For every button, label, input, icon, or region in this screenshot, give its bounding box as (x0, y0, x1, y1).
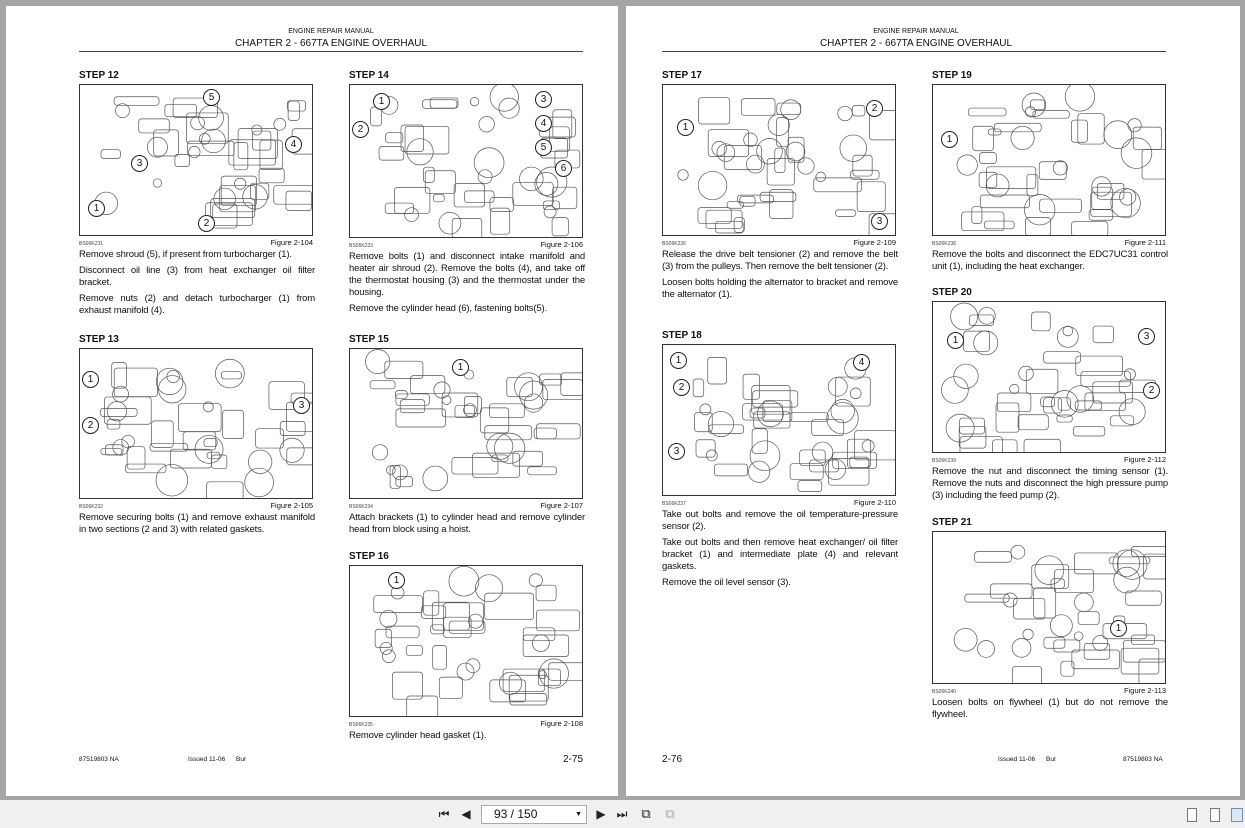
callout-number: 1 (947, 332, 964, 349)
engine-drawing (933, 302, 1165, 452)
step-instructions (662, 249, 898, 305)
engine-drawing (80, 85, 312, 235)
step-title: STEP 14 (349, 70, 389, 81)
fit-page-icon[interactable]: ⧉ (665, 806, 675, 821)
instruction-paragraph: Take out bolts and then remove heat exchanger/ oil filter bracket (1) and intermediate plate (4) and relevant gaskets. (662, 537, 898, 572)
callout-number: 1 (373, 93, 390, 110)
callout-number: 3 (535, 91, 552, 108)
rotate-view-icon[interactable]: ⧉ (641, 806, 651, 821)
manual-header: ENGINE REPAIR MANUAL (288, 28, 374, 35)
figure-illustration (932, 301, 1166, 453)
image-id: BS06K238 (932, 241, 956, 247)
chapter-title: CHAPTER 2 - 667TA ENGINE OVERHAUL (819, 38, 1013, 49)
callout-number: 1 (670, 352, 687, 369)
callout-number: 6 (555, 160, 572, 177)
step-title: STEP 16 (349, 551, 389, 562)
step-title: STEP 17 (662, 70, 702, 81)
callout-number: 3 (293, 397, 310, 414)
callout-number: 2 (352, 121, 369, 138)
footer-bur: Bur (1046, 756, 1057, 763)
figure-caption (932, 455, 1166, 464)
pdf-toolbar (0, 800, 1245, 828)
engine-drawing (933, 532, 1165, 683)
engine-drawing (933, 85, 1165, 235)
figure-number: Figure 2-112 (1124, 455, 1166, 464)
instruction-paragraph: Loosen bolts on flywheel (1) but do not remove the flywheel. (932, 697, 1168, 720)
manual-header: ENGINE REPAIR MANUAL (873, 28, 959, 35)
instruction-paragraph: Release the drive belt tensioner (2) and remove the belt (3) from the pulleys. Then remove the belt tensioner (2). (662, 249, 898, 272)
chapter-title: CHAPTER 2 - 667TA ENGINE OVERHAUL (234, 38, 428, 49)
step-title: STEP 18 (662, 330, 702, 341)
image-id: BS06K237 (662, 501, 686, 507)
step-instructions (932, 697, 1168, 725)
page-number: 2-76 (662, 754, 683, 765)
callout-number: 2 (673, 379, 690, 396)
callout-number: 3 (871, 213, 888, 230)
callout-number: 1 (82, 371, 99, 388)
image-id: BS06K232 (79, 504, 103, 510)
figure-number: Figure 2-108 (540, 719, 583, 728)
figure-illustration (662, 344, 896, 496)
step-title: STEP 15 (349, 334, 389, 345)
step-instructions (349, 251, 585, 319)
instruction-paragraph: Remove shroud (5), if present from turbocharger (1). (79, 249, 292, 260)
engine-drawing (80, 349, 312, 498)
engine-drawing (663, 85, 895, 235)
figure-caption (79, 501, 313, 510)
callout-number: 5 (535, 139, 552, 156)
figure-illustration (932, 531, 1166, 684)
callout-number: 5 (203, 89, 220, 106)
image-id: BS06K236 (662, 241, 686, 247)
figure-number: Figure 2-106 (540, 240, 583, 249)
callout-number: 4 (535, 115, 552, 132)
instruction-paragraph: Take out bolts and remove the oil temperature-pressure sensor (2). (662, 509, 898, 532)
figure-caption (349, 501, 583, 510)
figure-caption (932, 686, 1166, 695)
callout-number: 1 (88, 200, 105, 217)
callout-number: 3 (1138, 328, 1155, 345)
figure-number: Figure 2-107 (540, 501, 583, 510)
callout-number: 1 (677, 119, 694, 136)
figure-illustration (349, 565, 583, 717)
instruction-paragraph: Remove the nut and disconnect the timing sensor (1). Remove the nuts and disconnect the high pressure pump (3) including the feed pump (2). (932, 466, 1168, 501)
page-display: 93 / 150 (494, 807, 538, 821)
step-title: STEP 21 (932, 517, 972, 528)
instruction-paragraph: Remove bolts (1) and disconnect intake manifold and heater air shroud (2). Remove the bolts (4), and take off the thermostat housing (3) and the thermostat under the housing. (349, 251, 585, 298)
figure-illustration (662, 84, 896, 236)
figure-illustration (79, 84, 313, 236)
step-instructions (932, 466, 1168, 506)
image-id: BS06K231 (79, 241, 103, 247)
instruction-paragraph: Remove the bolts and disconnect the EDC7UC31 control unit (1), including the heat exchanger. (932, 249, 1168, 272)
footer-bur: Bur (236, 756, 247, 763)
engine-drawing (350, 566, 582, 716)
page-number-input[interactable] (481, 805, 587, 824)
footer-issued: Issued 11-06 (998, 756, 1036, 763)
instruction-paragraph: Remove cylinder head gasket (1). (349, 730, 487, 741)
first-page-button[interactable]: ⏮ (438, 807, 450, 821)
callout-number: 1 (388, 572, 405, 589)
previous-page-button[interactable]: ◀ (461, 807, 471, 821)
figure-illustration (79, 348, 313, 499)
image-id: BS06K233 (349, 243, 373, 249)
callout-number: 1 (1110, 620, 1127, 637)
figure-caption (79, 238, 313, 247)
image-id: BS06K235 (349, 722, 373, 728)
figure-number: Figure 2-113 (1124, 686, 1166, 695)
figure-illustration (349, 84, 583, 238)
callout-number: 1 (452, 359, 469, 376)
header-rule (662, 51, 1166, 52)
callout-number: 4 (853, 354, 870, 371)
single-page-view-icon[interactable] (1187, 808, 1197, 822)
figure-number: Figure 2-111 (1124, 238, 1166, 247)
footer-code: 87519803 NA (1123, 756, 1163, 763)
instruction-paragraph: Attach brackets (1) to cylinder head and remove cylinder head from block using a hoist. (349, 512, 585, 535)
figure-caption (932, 238, 1166, 247)
callout-number: 2 (198, 215, 215, 232)
callout-number: 1 (941, 131, 958, 148)
callout-number: 2 (1143, 382, 1160, 399)
figure-number: Figure 2-104 (270, 238, 313, 247)
step-title: STEP 13 (79, 334, 119, 345)
last-page-button[interactable]: ⏭ (616, 807, 628, 821)
next-page-button[interactable]: ▶ (596, 807, 606, 821)
callout-number: 2 (866, 100, 883, 117)
figure-illustration (349, 348, 583, 499)
image-id: BS06K240 (932, 689, 956, 695)
step-title: STEP 20 (932, 287, 972, 298)
footer-code: 87519803 NA (79, 756, 119, 763)
figure-number: Figure 2-109 (853, 238, 896, 247)
callout-number: 2 (82, 417, 99, 434)
step-instructions (79, 512, 315, 540)
instruction-paragraph: Disconnect oil line (3) from heat exchanger oil filter bracket. (79, 265, 315, 288)
header-rule (79, 51, 583, 52)
continuous-view-icon[interactable] (1210, 808, 1220, 822)
two-page-view-icon[interactable] (1231, 808, 1243, 822)
figure-number: Figure 2-110 (854, 498, 896, 507)
image-id: BS06K239 (932, 458, 956, 464)
figure-caption (349, 240, 583, 249)
instruction-paragraph: Remove nuts (2) and detach turbocharger (1) from exhaust manifold (4). (79, 293, 315, 316)
step-instructions (349, 512, 585, 540)
page-number: 2-75 (563, 754, 584, 765)
instruction-paragraph: Remove the oil level sensor (3). (662, 577, 791, 588)
callout-number: 3 (668, 443, 685, 460)
image-id: BS06K234 (349, 504, 373, 510)
step-instructions (662, 509, 898, 593)
figure-number: Figure 2-105 (270, 501, 313, 510)
step-title: STEP 19 (932, 70, 972, 81)
step-instructions (349, 730, 585, 746)
callout-number: 3 (131, 155, 148, 172)
chevron-down-icon[interactable]: ▼ (575, 811, 582, 818)
figure-caption (349, 719, 583, 728)
figure-illustration (932, 84, 1166, 236)
figure-caption (662, 498, 896, 507)
step-title: STEP 12 (79, 70, 119, 81)
callout-number: 4 (285, 136, 302, 153)
footer-issued: Issued 11-06 (188, 756, 226, 763)
step-instructions (932, 249, 1168, 277)
instruction-paragraph: Remove securing bolts (1) and remove exhaust manifold in two sections (2 and 3) with related gaskets. (79, 512, 315, 535)
figure-caption (662, 238, 896, 247)
step-instructions (79, 249, 315, 321)
instruction-paragraph: Loosen bolts holding the alternator to bracket and remove the alternator (1). (662, 277, 898, 300)
instruction-paragraph: Remove the cylinder head (6), fastening bolts(5). (349, 303, 548, 314)
